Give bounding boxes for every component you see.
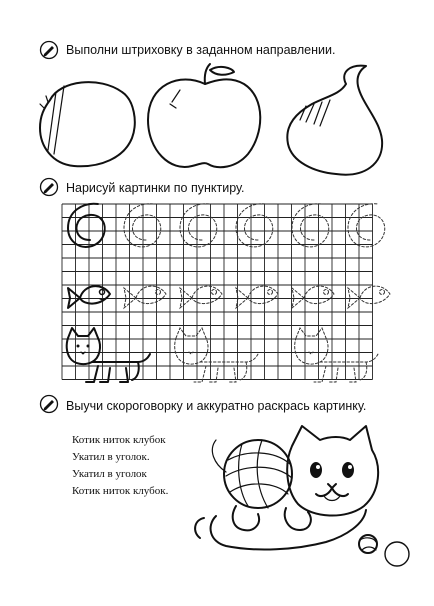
dashed-fish	[236, 286, 278, 308]
dashed-cat	[295, 328, 378, 382]
dashed-fish	[348, 286, 390, 308]
task-1-instruction: Выполни штриховку в заданном направлении.	[66, 43, 336, 57]
task-3-instruction: Выучи скороговорку и аккуратно раскрась картинку.	[66, 399, 367, 413]
poem-line: Укатил в уголок	[72, 468, 147, 480]
spiral-row	[68, 204, 385, 247]
lemon-shape	[40, 82, 135, 166]
tongue-twister	[72, 432, 168, 500]
poem-line: Котик ниток клубок	[72, 434, 166, 446]
yarn-ball	[212, 440, 292, 508]
shading-shapes	[30, 62, 410, 180]
dashed-spiral	[292, 204, 329, 247]
dashed-spiral	[180, 204, 217, 247]
pencil-icon	[40, 395, 58, 413]
dashed-spiral	[236, 204, 273, 247]
dashed-fish	[180, 286, 222, 308]
trace-grid	[58, 200, 390, 386]
dashed-cat	[175, 328, 258, 382]
small-ball	[359, 535, 377, 553]
apple-shape	[148, 64, 260, 167]
pencil-icon	[40, 41, 58, 59]
kitten-body	[195, 506, 366, 549]
pear-shape	[287, 66, 382, 175]
cat-row	[67, 328, 378, 382]
kitten-head	[287, 426, 378, 516]
dashed-spiral	[348, 204, 385, 247]
dashed-fish	[292, 286, 334, 308]
kitten-with-yarn-illustration	[196, 420, 386, 560]
poem-line: Укатил в уголок.	[72, 451, 150, 463]
page-number-circle	[384, 541, 410, 567]
poem-line: Котик ниток клубок.	[72, 485, 169, 497]
dashed-fish	[124, 286, 166, 308]
pencil-icon	[40, 178, 58, 196]
task-2-instruction: Нарисуй картинки по пунктиру.	[66, 181, 245, 195]
